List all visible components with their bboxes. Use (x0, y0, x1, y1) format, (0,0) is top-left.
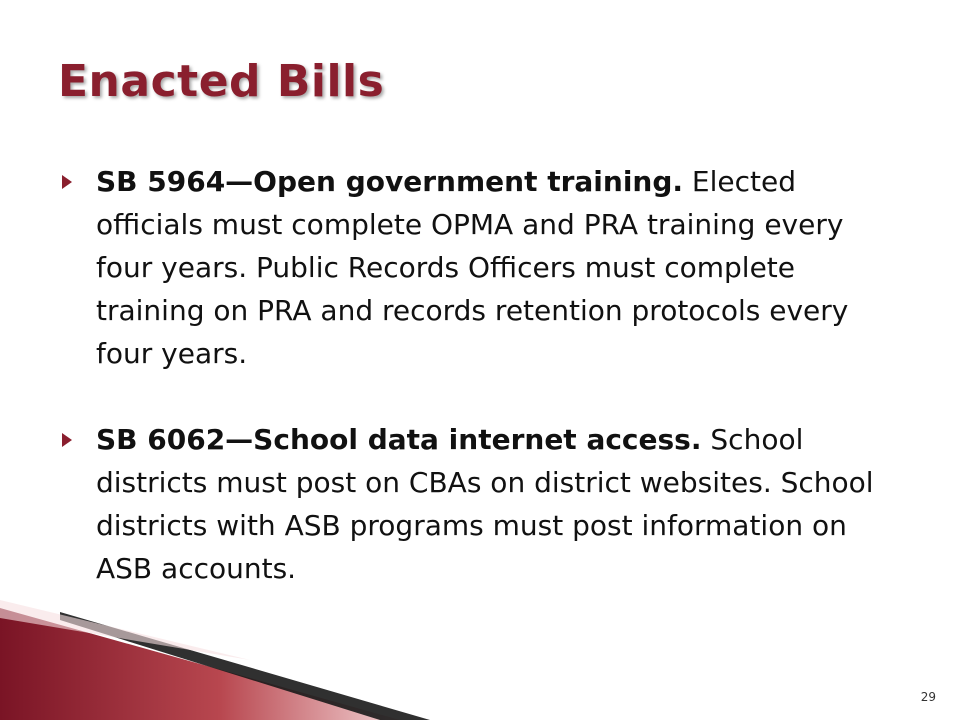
bullet-list (62, 160, 902, 633)
bullet-item-sb5964 (62, 160, 902, 375)
bullet-title: SB 5964—Open government training. (96, 165, 684, 198)
triangle-right-icon (62, 433, 72, 447)
page-number: 29 (920, 690, 936, 704)
bullet-text: Elected officials must complete OPMA and PRA training every four years. Public Records Officers must complete training on PRA and records retention protocols every four years. (96, 165, 849, 370)
bullet-title: SB 6062—School data internet access. (96, 423, 702, 456)
triangle-right-icon (62, 175, 72, 189)
bullet-item-sb6062 (62, 418, 902, 590)
bullet-text: School districts must post on CBAs on district websites. School districts with ASB programs must post information on ASB accounts. (96, 423, 874, 585)
slide-title: Enacted Bills (58, 56, 385, 107)
